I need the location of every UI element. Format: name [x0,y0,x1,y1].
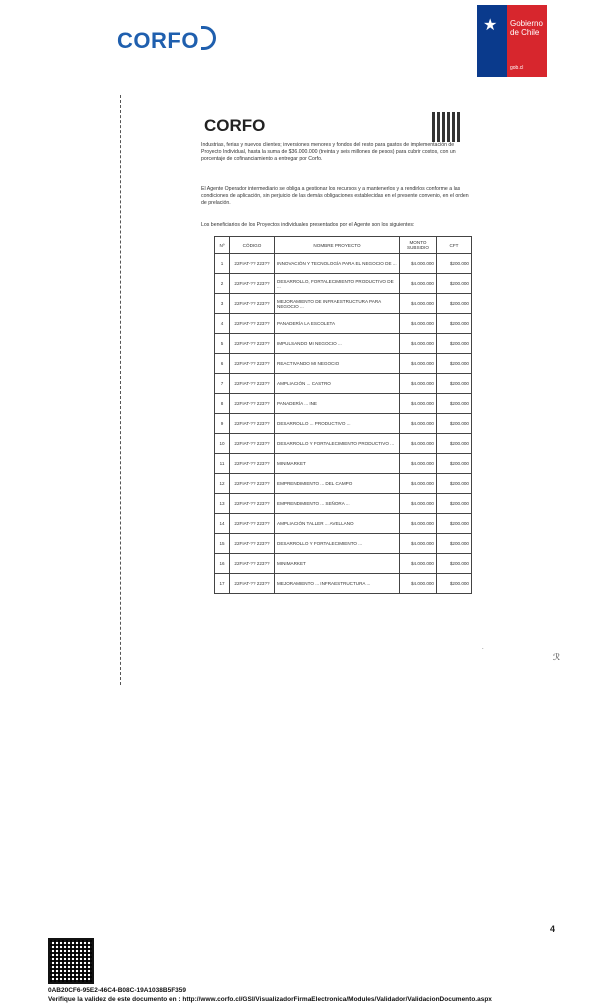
row-name: PANADERÍA ... INE [275,394,400,414]
table-row [215,314,472,334]
table-header-row [215,237,472,254]
row-number: 2 [215,274,230,294]
row-cft: $200.000 [437,314,472,334]
row-amount: $4.000.000 [400,354,437,374]
table-row [215,534,472,554]
row-name: REACTIVANDO MI NEGOCIO [275,354,400,374]
page-number: 4 [550,924,556,934]
table-row [215,254,472,274]
row-code: 22FIAT-?? 223?? [230,314,275,334]
row-code: 22FIAT-?? 223?? [230,454,275,474]
row-cft: $200.000 [437,534,472,554]
row-amount: $4.000.000 [400,254,437,274]
margin-line [120,95,121,685]
row-amount: $4.000.000 [400,314,437,334]
row-cft: $200.000 [437,574,472,594]
row-cft: $200.000 [437,454,472,474]
row-name: DESARROLLO, FORTALECIMIENTO PRODUCTIVO DE ... [275,274,400,294]
row-number: 5 [215,334,230,354]
scan-qr-code [432,112,462,142]
row-number: 10 [215,434,230,454]
row-number: 17 [215,574,230,594]
row-amount: $4.000.000 [400,474,437,494]
row-code: 22FIAT-?? 223?? [230,554,275,574]
row-cft: $200.000 [437,374,472,394]
table-row [215,374,472,394]
row-number: 13 [215,494,230,514]
gob-url: gob.cl [510,65,524,71]
row-number: 12 [215,474,230,494]
row-amount: $4.000.000 [400,294,437,314]
row-name: EMPRENDIMIENTO ... SEÑORA ... [275,494,400,514]
table-row [215,434,472,454]
row-amount: $4.000.000 [400,394,437,414]
row-name: MINIMARKET [275,554,400,574]
row-code: 22FIAT-?? 223?? [230,334,275,354]
header-no: Nº [215,237,230,254]
row-name: EMPRENDIMIENTO ... DEL CAMPO [275,474,400,494]
row-name: INNOVACIÓN Y TECNOLOGÍA PARA EL NEGOCIO DE ... [275,254,400,274]
row-code: 22FIAT-?? 223?? [230,274,275,294]
row-code: 22FIAT-?? 223?? [230,474,275,494]
table-row [215,334,472,354]
row-cft: $200.000 [437,554,472,574]
table-row [215,514,472,534]
star-icon: ★ [483,17,498,34]
table-row [215,414,472,434]
row-name: AMPLIACIÓN TALLER ... AVELLANO [275,514,400,534]
table-row [215,354,472,374]
scan-corfo-logo: CORFO [204,116,266,135]
row-number: 8 [215,394,230,414]
row-code: 22FIAT-?? 223?? [230,514,275,534]
scan-mark: . [482,645,484,651]
paragraph-3: Los beneficiarios de los Proyectos individuales presentados por el Agente son los siguientes: [201,222,415,228]
row-code: 22FIAT-?? 223?? [230,394,275,414]
header-code: CÓDIGO [230,237,275,254]
row-code: 22FIAT-?? 223?? [230,534,275,554]
row-code: 22FIAT-?? 223?? [230,254,275,274]
row-code: 22FIAT-?? 223?? [230,414,275,434]
paragraph-2: El Agente Operador intermediario se obliga a gestionar los recursos y a mantenerlos y a rendirlos conforme a las condiciones de aplicación, sin perjuicio de las demás obligaciones establecidas en el presente convenio, en el orden de prelación. [201,186,469,206]
table-row [215,494,472,514]
document-id: 0AB20CF6-95E2-46C4-B08C-19A1038B5F359 [48,987,187,994]
row-name: MINIMARKET [275,454,400,474]
row-amount: $4.000.000 [400,574,437,594]
table-row [215,394,472,414]
row-number: 11 [215,454,230,474]
header-name: NOMBRE PROYECTO [275,237,400,254]
projects-table [214,236,472,594]
row-cft: $200.000 [437,514,472,534]
row-cft: $200.000 [437,474,472,494]
row-number: 4 [215,314,230,334]
row-amount: $4.000.000 [400,334,437,354]
row-number: 14 [215,514,230,534]
header-amount: MONTO SUBSIDIO [400,237,437,254]
row-number: 16 [215,554,230,574]
row-cft: $200.000 [437,254,472,274]
verification-url: Verifique la validez de este documento en : http://www.corfo.cl/GSI/VisualizadorFirmaElectronica/Modules/Validador/ValidacionDocumento.aspx [48,996,492,1003]
table-row [215,574,472,594]
gobierno-de-chile-logo [477,5,547,77]
row-name: IMPULSANDO MI NEGOCIO ... [275,334,400,354]
row-number: 9 [215,414,230,434]
row-name: PANADERÍA LA ESCOLETA [275,314,400,334]
row-code: 22FIAT-?? 223?? [230,294,275,314]
row-number: 6 [215,354,230,374]
row-cft: $200.000 [437,394,472,414]
header-cft: CFT [437,237,472,254]
footer-qr-code [48,938,94,984]
table-row [215,474,472,494]
row-amount: $4.000.000 [400,454,437,474]
row-amount: $4.000.000 [400,434,437,454]
table-row [215,454,472,474]
scanned-page [196,108,480,638]
row-amount: $4.000.000 [400,554,437,574]
row-cft: $200.000 [437,274,472,294]
row-number: 3 [215,294,230,314]
row-number: 7 [215,374,230,394]
row-cft: $200.000 [437,414,472,434]
row-number: 15 [215,534,230,554]
row-name: AMPLIACIÓN ... CASTRO [275,374,400,394]
row-code: 22FIAT-?? 223?? [230,374,275,394]
row-cft: $200.000 [437,434,472,454]
table-row [215,274,472,294]
paragraph-1: Industrias, ferias y nuevos clientes; inversiones menores y fondos del resto para gastos de implementación de Proyecto Individual, hasta la suma de $36.000.000 (treinta y seis millones de pesos) para cubrir costos, con un porcentaje de cofinanciamiento a entregar por Corfo. [201,142,456,162]
row-cft: $200.000 [437,294,472,314]
row-amount: $4.000.000 [400,494,437,514]
row-name: MEJORAMIENTO ... INFRAESTRUCTURA ... [275,574,400,594]
corfo-logo: CORFO [117,26,216,54]
row-name: MEJORAMIENTO DE INFRAESTRUCTURA PARA NEGOCIO ... [275,294,400,314]
row-amount: $4.000.000 [400,534,437,554]
row-cft: $200.000 [437,354,472,374]
table-row [215,294,472,314]
row-code: 22FIAT-?? 223?? [230,494,275,514]
row-amount: $4.000.000 [400,514,437,534]
row-amount: $4.000.000 [400,374,437,394]
row-amount: $4.000.000 [400,274,437,294]
row-code: 22FIAT-?? 223?? [230,434,275,454]
row-name: DESARROLLO ... PRODUCTIVO ... [275,414,400,434]
row-number: 1 [215,254,230,274]
table-row [215,554,472,574]
gob-title: Gobierno de Chile [510,19,543,37]
row-name: DESARROLLO Y FORTALECIMIENTO ... [275,534,400,554]
row-cft: $200.000 [437,494,472,514]
row-name: DESARROLLO Y FORTALECIMIENTO PRODUCTIVO ... [275,434,400,454]
row-amount: $4.000.000 [400,414,437,434]
handwritten-initials: ℛ [553,652,561,662]
row-code: 22FIAT-?? 223?? [230,354,275,374]
row-cft: $200.000 [437,334,472,354]
row-code: 22FIAT-?? 223?? [230,574,275,594]
